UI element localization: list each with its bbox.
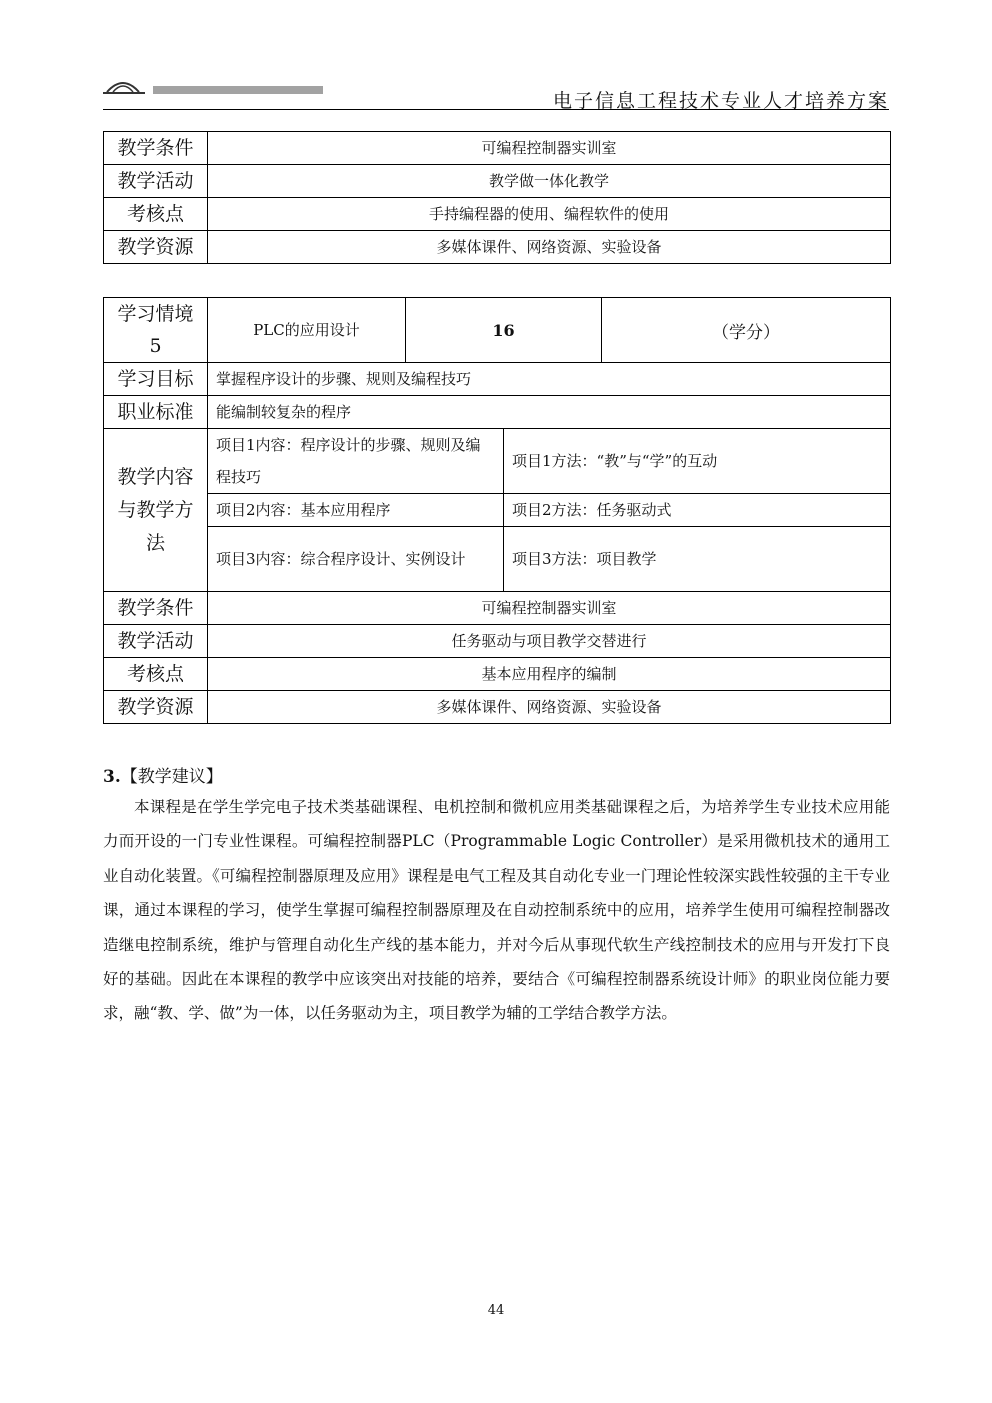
row-label: 教学条件 — [104, 592, 208, 625]
project-content: 项目3内容：综合程序设计、实例设计 — [208, 527, 504, 592]
table-row — [104, 625, 891, 658]
table-row — [104, 691, 891, 724]
standard-value: 能编制较复杂的程序 — [208, 396, 891, 429]
row-value: 教学做一体化教学 — [208, 165, 891, 198]
table-situation-5 — [103, 297, 891, 724]
table-row — [104, 658, 891, 691]
row-label: 教学资源 — [104, 691, 208, 724]
row-value: 多媒体课件、网络资源、实验设备 — [208, 691, 891, 724]
row-label: 教学活动 — [104, 625, 208, 658]
situation-label-line2: 5 — [149, 335, 162, 357]
school-logo-icon — [103, 72, 333, 100]
row-value: 可编程控制器实训室 — [208, 592, 891, 625]
row-label: 教学活动 — [104, 165, 208, 198]
situation-label-line1: 学习情境 — [117, 303, 194, 325]
goal-label: 学习目标 — [104, 363, 208, 396]
row-label: 教学资源 — [104, 231, 208, 264]
table-row — [104, 592, 891, 625]
table-row — [104, 363, 891, 396]
table-row — [104, 132, 891, 165]
situation-label — [104, 298, 208, 363]
table-row — [104, 429, 891, 494]
situation-name: PLC的应用设计 — [208, 298, 406, 363]
row-value: 基本应用程序的编制 — [208, 658, 891, 691]
header-rule — [103, 109, 889, 110]
table-row — [104, 165, 891, 198]
table-row — [104, 231, 891, 264]
section-body: 本课程是在学生学完电子技术类基础课程、电机控制和微机应用类基础课程之后，为培养学生专业技术应用能力而开设的一门专业性课程。可编程控制器PLC（Programmable Logic Controller）是采用微机技术的通用工业自动化装置。《可编程控制器原理及应用》课程是电气工程及其自动化专业一门理论性较深实践性较强的主干专业课，通过本课程的学习，使学生掌握可编程控制器原理及在自动控制系统中的应用，培养学生使用可编程控制器改造继电控制系统，维护与管理自动化生产线的基本能力，并对今后从事现代软生产线控制技术的应用与开发打下良好的基础。因此在本课程的教学中应该突出对技能的培养，要结合《可编程控制器系统设计师》的职业岗位能力要求，融“教、学、做”为一体，以任务驱动为主，项目教学为辅的工学结合教学方法。 — [103, 798, 890, 1023]
table-row — [104, 298, 891, 363]
project-content: 项目2内容：基本应用程序 — [208, 494, 504, 527]
row-label: 教学条件 — [104, 132, 208, 165]
page-number: 44 — [487, 1303, 505, 1318]
row-value: 手持编程器的使用、编程软件的使用 — [208, 198, 891, 231]
project-content: 项目1内容：程序设计的步骤、规则及编程技巧 — [208, 429, 504, 494]
section-title: 【教学建议】 — [120, 767, 223, 787]
project-method: 项目1方法：“教”与“学”的互动 — [504, 429, 891, 494]
standard-label: 职业标准 — [104, 396, 208, 429]
header-title: 电子信息工程技术专业人才培养方案 — [552, 90, 889, 112]
situation-credit: （学分） — [602, 298, 891, 363]
row-value: 可编程控制器实训室 — [208, 132, 891, 165]
row-label: 考核点 — [104, 658, 208, 691]
table-situation-4-tail — [103, 131, 891, 264]
project-method: 项目3方法：项目教学 — [504, 527, 891, 592]
row-value: 多媒体课件、网络资源、实验设备 — [208, 231, 891, 264]
table-row — [104, 494, 891, 527]
section-number: 3. — [103, 767, 121, 787]
row-label: 考核点 — [104, 198, 208, 231]
content-method-label: 教学内容与教学方法 — [104, 429, 208, 592]
project-method: 项目2方法：任务驱动式 — [504, 494, 891, 527]
row-value: 任务驱动与项目教学交替进行 — [208, 625, 891, 658]
table-row — [104, 198, 891, 231]
section-heading — [103, 762, 223, 787]
page-header — [103, 66, 889, 110]
situation-hours: 16 — [406, 298, 602, 363]
table-row — [104, 527, 891, 592]
table-row — [104, 396, 891, 429]
goal-value: 掌握程序设计的步骤、规则及编程技巧 — [208, 363, 891, 396]
